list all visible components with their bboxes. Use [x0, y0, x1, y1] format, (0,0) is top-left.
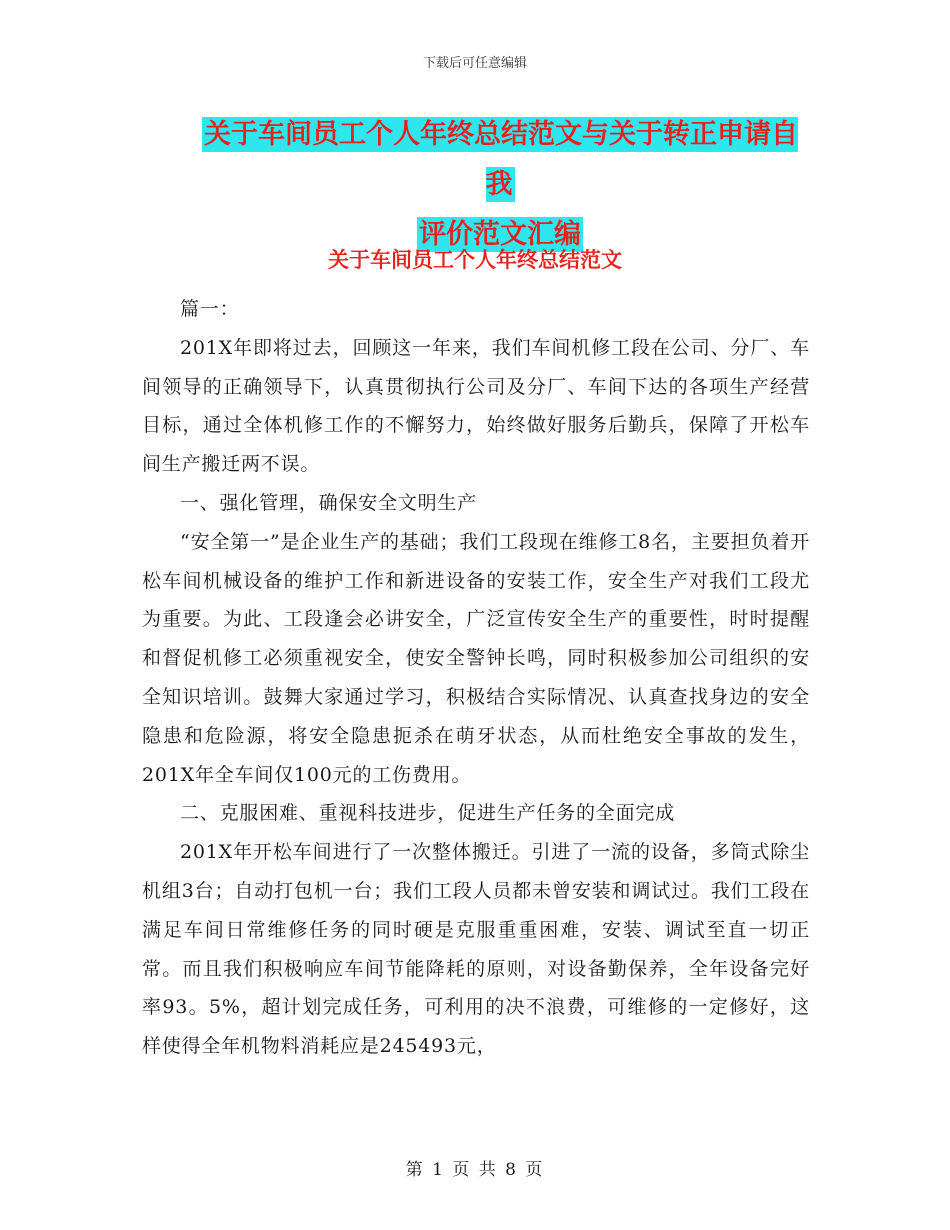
paragraph: 201X年开松车间进行了一次整体搬迁。引进了一流的设备，多筒式除尘机组3台；自动打包机一台；我们工段人员都未曾安装和调试过。我们工段在满足车间日常维修任务的同时硬是克服重重困难，安装、调试至直一切正常。而且我们积极响应车间节能降耗的原则，对设备勤保养，全年设备完好率93。5%，超计划完成任务，可利用的决不浪费，可维修的一定修好，这样使得全年机物料消耗应是245493元，	[142, 841, 810, 1058]
document-title-line-1: 关于车间员工个人年终总结范文与关于转正申请自我	[204, 119, 798, 200]
paragraph: “安全第一”是企业生产的基础；我们工段现在维修工8名，主要担负着开松车间机械设备的维护工作和新进设备的安装工作，安全生产对我们工段尤为重要。为此、工段逢会必讲安全，广泛宣传安全生产的重要性，时时提醒和督促机修工必须重视安全，使安全警钟长鸣，同时积极参加公司组织的安全知识培训。鼓舞大家通过学习，积极结合实际情况、认真查找身边的安全隐患和危险源，将安全隐患扼杀在萌牙状态，从而杜绝安全事故的发生，201X年全车间仅100元的工伤费用。	[142, 530, 810, 786]
document-title-line-2: 评价范文汇编	[419, 219, 581, 250]
document-title	[190, 110, 810, 260]
page-number-footer: 第 1 页 共 8 页	[405, 1160, 545, 1180]
paragraph: 201X年即将过去，回顾这一年来，我们车间机修工段在公司、分厂、车间领导的正确领导下，认真贯彻执行公司及分厂、车间下达的各项生产经营目标，通过全体机修工作的不懈努力，始终做好服务后勤兵，保障了开松车间生产搬迁两不误。	[142, 336, 810, 476]
paragraph: 二、克服困难、重视科技进步，促进生产任务的全面完成	[180, 802, 676, 825]
section-title: 关于车间员工个人年终总结范文	[328, 248, 622, 272]
paragraph: 篇一：	[180, 298, 240, 320]
header-note: 下载后可任意编辑	[422, 56, 527, 71]
body-text	[142, 290, 810, 1066]
paragraph: 一、强化管理，确保安全文明生产	[180, 491, 478, 514]
